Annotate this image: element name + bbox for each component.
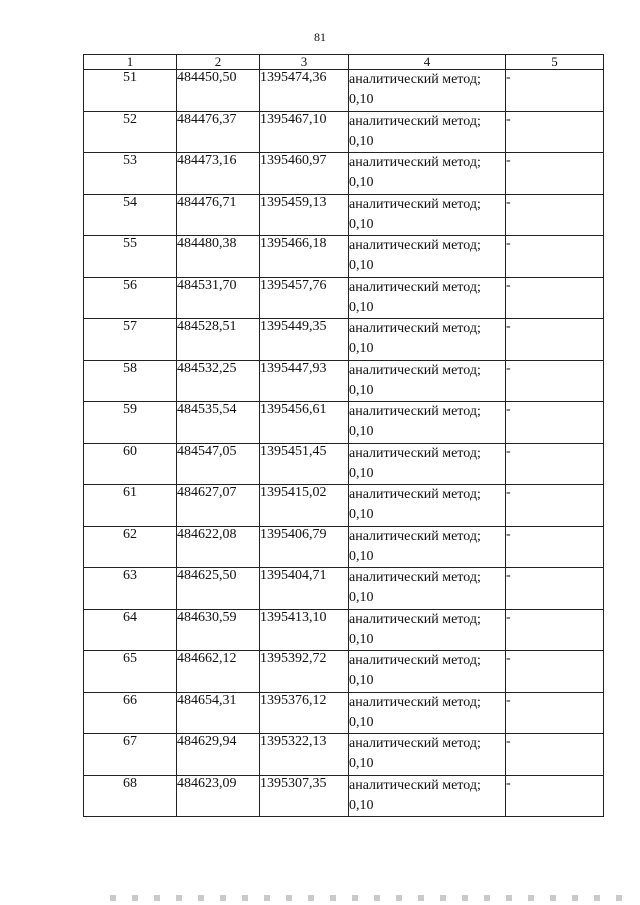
note-cell: - [506,402,604,444]
table-row [84,153,604,195]
y-coordinate-cell: 1395413,10 [260,609,349,651]
y-coordinate-cell: 1395392,72 [260,651,349,693]
scan-artifact [110,895,630,901]
y-coordinate-cell: 1395449,35 [260,319,349,361]
y-coordinate-cell: 1395466,18 [260,236,349,278]
method-cell [349,236,506,278]
table-row [84,111,604,153]
note-cell: - [506,609,604,651]
method-cell [349,692,506,734]
note-cell: - [506,568,604,610]
note-cell: - [506,111,604,153]
accuracy-text: 0,10 [349,216,374,232]
column-header: 2 [177,55,260,70]
point-number-cell: 59 [84,402,177,444]
table-row [84,775,604,817]
note-cell: - [506,70,604,112]
accuracy-text: 0,10 [349,631,374,647]
point-number-cell: 67 [84,734,177,776]
method-cell [349,609,506,651]
y-coordinate-cell: 1395322,13 [260,734,349,776]
y-coordinate-cell: 1395456,61 [260,402,349,444]
note-cell: - [506,153,604,195]
point-number-cell: 68 [84,775,177,817]
accuracy-text: 0,10 [349,714,374,730]
method-text: аналитический метод; [349,736,481,751]
y-coordinate-cell: 1395307,35 [260,775,349,817]
method-text: аналитический метод; [349,777,481,793]
point-number-cell: 63 [84,568,177,610]
x-coordinate-cell: 484531,70 [177,277,260,319]
method-text: аналитический метод; [349,653,481,668]
point-number-cell: 53 [84,153,177,195]
method-cell [349,734,506,776]
table-header-row [84,55,604,70]
point-number-cell: 58 [84,360,177,402]
method-text: аналитический метод; [349,321,481,336]
table-row [84,70,604,112]
table-row [84,277,604,319]
table-row [84,734,604,776]
x-coordinate-cell: 484473,16 [177,153,260,195]
table-row [84,402,604,444]
y-coordinate-cell: 1395447,93 [260,360,349,402]
note-cell: - [506,651,604,693]
method-text: аналитический метод; [349,362,481,378]
x-coordinate-cell: 484623,09 [177,775,260,817]
column-header: 1 [84,55,177,70]
method-cell [349,568,506,610]
y-coordinate-cell: 1395457,76 [260,277,349,319]
method-text: аналитический метод; [349,487,481,502]
x-coordinate-cell: 484535,54 [177,402,260,444]
point-number-cell: 55 [84,236,177,278]
accuracy-text: 0,10 [349,258,374,273]
accuracy-text: 0,10 [349,756,374,771]
method-text: аналитический метод; [349,155,481,170]
accuracy-text: 0,10 [349,133,374,149]
x-coordinate-cell: 484528,51 [177,319,260,361]
table-row [84,568,604,610]
accuracy-text: 0,10 [349,175,374,190]
point-number-cell: 52 [84,111,177,153]
method-text: аналитический метод; [349,570,481,585]
x-coordinate-cell: 484662,12 [177,651,260,693]
note-cell: - [506,236,604,278]
accuracy-text: 0,10 [349,590,374,605]
method-cell [349,111,506,153]
table-row [84,443,604,485]
point-number-cell: 64 [84,609,177,651]
accuracy-text: 0,10 [349,465,374,481]
point-number-cell: 57 [84,319,177,361]
point-number-cell: 60 [84,443,177,485]
method-text: аналитический метод; [349,404,481,419]
method-text: аналитический метод; [349,238,481,253]
point-number-cell: 65 [84,651,177,693]
method-text: аналитический метод; [349,279,481,295]
table-row [84,236,604,278]
y-coordinate-cell: 1395474,36 [260,70,349,112]
x-coordinate-cell: 484627,07 [177,485,260,527]
point-number-cell: 54 [84,194,177,236]
accuracy-text: 0,10 [349,507,374,522]
method-cell [349,443,506,485]
point-number-cell: 56 [84,277,177,319]
accuracy-text: 0,10 [349,299,374,315]
column-header: 3 [260,55,349,70]
note-cell: - [506,692,604,734]
page-number: 81 [314,30,326,44]
method-cell [349,360,506,402]
x-coordinate-cell: 484622,08 [177,526,260,568]
note-cell: - [506,360,604,402]
table-row [84,692,604,734]
x-coordinate-cell: 484654,31 [177,692,260,734]
method-cell [349,651,506,693]
y-coordinate-cell: 1395451,45 [260,443,349,485]
x-coordinate-cell: 484547,05 [177,443,260,485]
table-row [84,485,604,527]
method-cell [349,402,506,444]
note-cell: - [506,485,604,527]
accuracy-text: 0,10 [349,673,374,688]
accuracy-text: 0,10 [349,341,374,356]
accuracy-text: 0,10 [349,797,374,813]
method-cell [349,70,506,112]
note-cell: - [506,443,604,485]
method-text: аналитический метод; [349,694,481,710]
note-cell: - [506,194,604,236]
y-coordinate-cell: 1395460,97 [260,153,349,195]
method-cell [349,775,506,817]
method-cell [349,194,506,236]
accuracy-text: 0,10 [349,382,374,398]
method-text: аналитический метод; [349,611,481,627]
method-text: аналитический метод; [349,113,481,129]
accuracy-text: 0,10 [349,548,374,564]
method-text: аналитический метод; [349,72,481,87]
x-coordinate-cell: 484629,94 [177,734,260,776]
point-number-cell: 61 [84,485,177,527]
point-number-cell: 51 [84,70,177,112]
method-text: аналитический метод; [349,196,481,212]
table-row [84,360,604,402]
table-row [84,609,604,651]
column-header: 5 [506,55,604,70]
table-row [84,526,604,568]
coordinates-table [83,54,604,817]
note-cell: - [506,319,604,361]
note-cell: - [506,526,604,568]
method-cell [349,526,506,568]
x-coordinate-cell: 484480,38 [177,236,260,278]
y-coordinate-cell: 1395467,10 [260,111,349,153]
point-number-cell: 66 [84,692,177,734]
accuracy-text: 0,10 [349,424,374,439]
y-coordinate-cell: 1395406,79 [260,526,349,568]
method-cell [349,485,506,527]
point-number-cell: 62 [84,526,177,568]
accuracy-text: 0,10 [349,92,374,107]
x-coordinate-cell: 484476,37 [177,111,260,153]
note-cell: - [506,775,604,817]
table-row [84,651,604,693]
table-row [84,319,604,361]
method-cell [349,153,506,195]
x-coordinate-cell: 484476,71 [177,194,260,236]
method-text: аналитический метод; [349,445,481,461]
x-coordinate-cell: 484630,59 [177,609,260,651]
x-coordinate-cell: 484450,50 [177,70,260,112]
method-cell [349,277,506,319]
x-coordinate-cell: 484625,50 [177,568,260,610]
y-coordinate-cell: 1395404,71 [260,568,349,610]
note-cell: - [506,734,604,776]
method-cell [349,319,506,361]
x-coordinate-cell: 484532,25 [177,360,260,402]
y-coordinate-cell: 1395415,02 [260,485,349,527]
table-row [84,194,604,236]
method-text: аналитический метод; [349,528,481,544]
column-header: 4 [349,55,506,70]
y-coordinate-cell: 1395459,13 [260,194,349,236]
table-body [84,70,604,817]
y-coordinate-cell: 1395376,12 [260,692,349,734]
note-cell: - [506,277,604,319]
